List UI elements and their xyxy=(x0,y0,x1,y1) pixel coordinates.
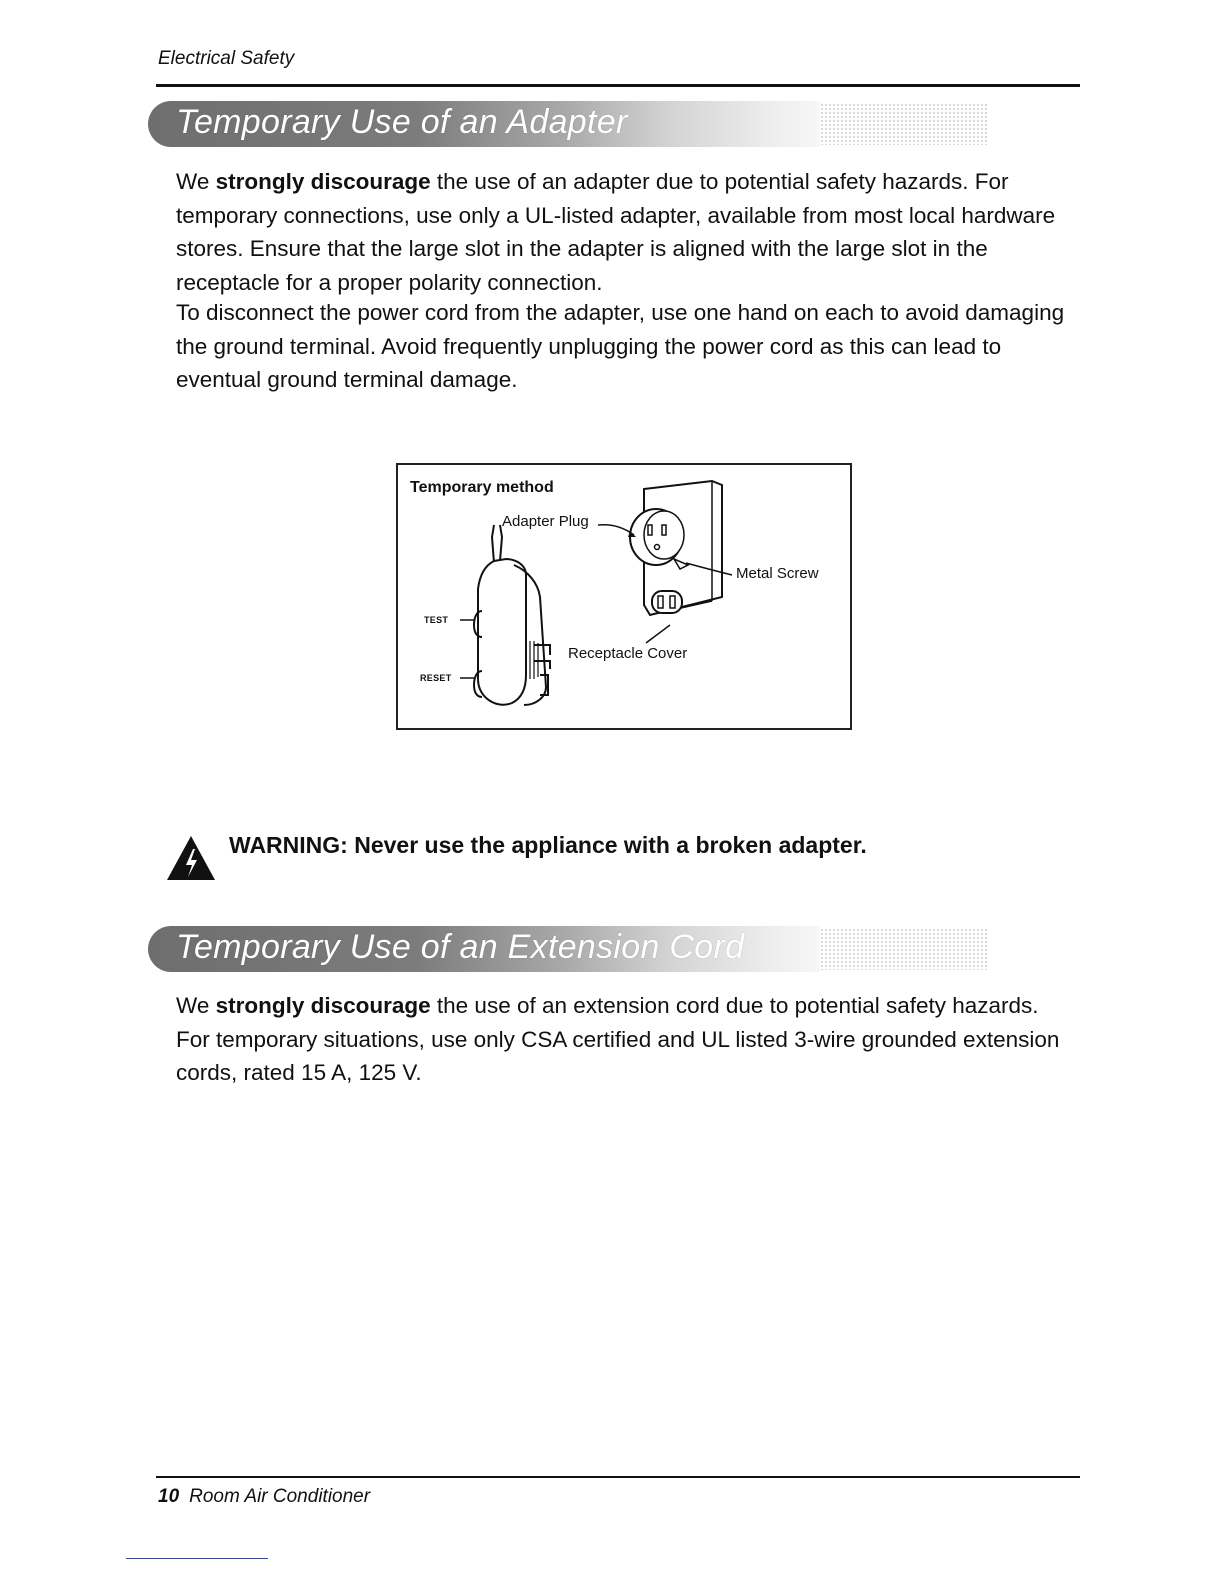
section-banner-adapter xyxy=(148,101,988,147)
section-title-extension-cord: Temporary Use of an Extension Cord xyxy=(176,928,745,966)
label-metal-screw: Metal Screw xyxy=(736,565,819,582)
page-number: 10 xyxy=(158,1486,180,1507)
footer-rule xyxy=(156,1476,1080,1478)
figure-title: Temporary method xyxy=(410,479,554,496)
page-footer xyxy=(158,1486,370,1508)
footer-title: Room Air Conditioner xyxy=(189,1486,371,1507)
running-header: Electrical Safety xyxy=(158,48,295,69)
adapter-figure xyxy=(396,463,852,730)
banner-dot-pattern xyxy=(820,928,988,970)
header-rule xyxy=(156,84,1080,87)
section-title-adapter: Temporary Use of an Adapter xyxy=(176,103,628,141)
emphasis-text: strongly discourage xyxy=(215,169,431,194)
bottom-link-underline xyxy=(126,1558,268,1559)
label-reset: RESET xyxy=(420,673,452,683)
banner-dot-pattern xyxy=(820,103,988,145)
text-run: We xyxy=(176,169,216,194)
emphasis-text: strongly discourage xyxy=(215,993,431,1018)
label-receptacle-cover: Receptacle Cover xyxy=(568,645,688,662)
text-run: the use of an adapter due to potential safety hazards. For temporary connections, use only a UL-listed adapter, available from most local hardware stores. Ensure that the large slot in the adapter is aligned with the large slot in the receptacle for a proper polarity connection. xyxy=(176,169,1056,295)
gfci-plug-body xyxy=(478,559,526,705)
warning-triangle-icon xyxy=(166,835,216,881)
text-run: We xyxy=(176,993,216,1018)
section-banner-extension-cord xyxy=(148,926,988,972)
adapter-paragraph-1 xyxy=(176,165,1076,299)
adapter-illustration xyxy=(398,465,850,728)
text-run: the use of an extension cord due to potential safety hazards. For temporary situations, use only CSA certified and UL listed 3-wire grounded extension cords, rated 15 A, 125 V. xyxy=(176,993,1060,1085)
extension-paragraph xyxy=(176,989,1076,1090)
adapter-paragraph-2: To disconnect the power cord from the adapter, use one hand on each to avoid damaging the ground terminal. Avoid frequently unplugging the power cord as this can lead to eventual ground terminal damage. xyxy=(176,300,1065,392)
lower-receptacle xyxy=(652,591,682,613)
label-adapter-plug: Adapter Plug xyxy=(502,513,589,530)
label-test: TEST xyxy=(424,615,449,625)
warning-text: WARNING: Never use the appliance with a broken adapter. xyxy=(229,832,867,858)
